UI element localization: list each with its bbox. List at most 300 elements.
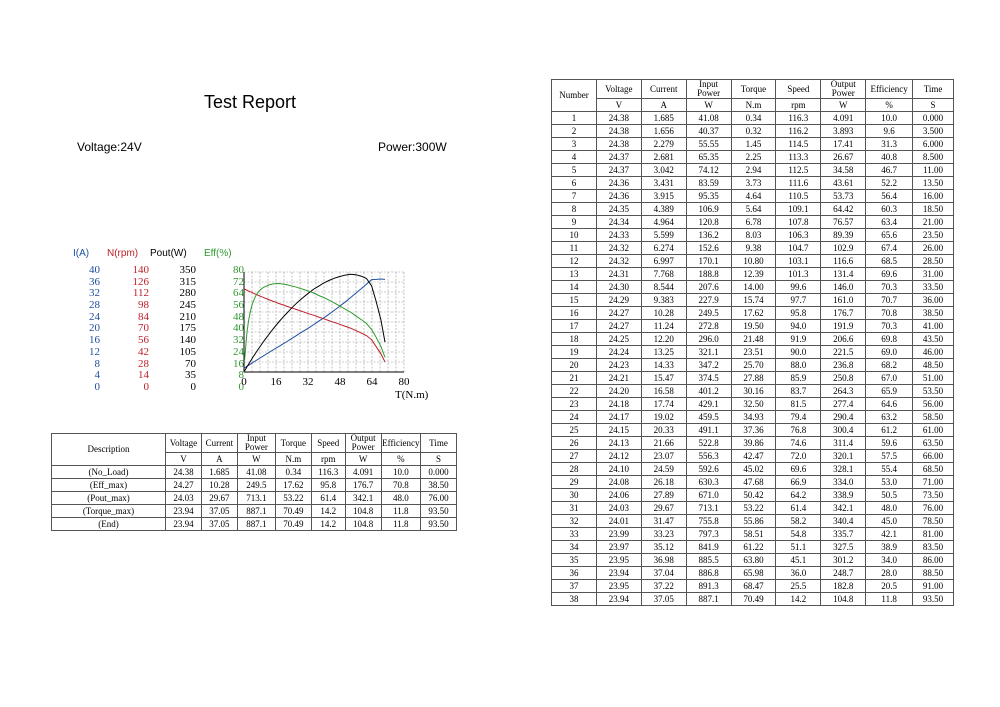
table-cell: 9.6: [866, 125, 913, 138]
table-cell: 24.38: [596, 112, 641, 125]
table-row: [552, 567, 954, 580]
table-cell: 64.42: [821, 203, 866, 216]
table-cell: 17: [552, 320, 597, 333]
table-cell: 26: [552, 437, 597, 450]
table-row: [552, 437, 954, 450]
table-cell: 9.38: [731, 242, 776, 255]
speed-axis-ticks: [115, 265, 149, 394]
table-cell: 36.98: [641, 554, 686, 567]
table-cell: 15: [552, 294, 597, 307]
header-voltage: Voltage: [166, 434, 202, 453]
summary-unit-cell: rpm: [311, 453, 345, 466]
table-cell: 5.599: [641, 229, 686, 242]
table-cell: 13: [552, 268, 597, 281]
table-cell: 191.9: [821, 320, 866, 333]
torque-tick: 48: [334, 376, 346, 388]
table-row: [552, 528, 954, 541]
table-cell: 101.3: [776, 268, 821, 281]
table-cell: 68.47: [731, 580, 776, 593]
speed-tick: 0: [143, 380, 149, 393]
current-tick: 12: [89, 345, 100, 358]
power-label: Power:300W: [378, 140, 447, 154]
speed-tick: 84: [138, 310, 149, 323]
table-cell: 24.36: [596, 177, 641, 190]
table-cell: 65.6: [866, 229, 913, 242]
table-cell: 31.47: [641, 515, 686, 528]
table-cell: 18: [552, 333, 597, 346]
table-cell: 6.000: [913, 138, 954, 151]
table-cell: 93.50: [421, 518, 457, 531]
eff-tick: 24: [233, 345, 244, 358]
table-cell: 207.6: [686, 281, 731, 294]
table-cell: 69.6: [776, 463, 821, 476]
table-cell: 6.997: [641, 255, 686, 268]
table-cell: 20: [552, 359, 597, 372]
main-unit-cell: %: [866, 99, 913, 112]
table-row: [552, 346, 954, 359]
table-cell: 60.3: [866, 203, 913, 216]
table-cell: 334.0: [821, 476, 866, 489]
table-cell: 37: [552, 580, 597, 593]
table-cell: 53.22: [275, 492, 311, 505]
summary-unit-cell: %: [381, 453, 420, 466]
table-cell: 24.06: [596, 489, 641, 502]
table-cell: 50.42: [731, 489, 776, 502]
table-cell: 76.8: [776, 424, 821, 437]
table-cell: 24.13: [596, 437, 641, 450]
table-cell: 12.20: [641, 333, 686, 346]
summary-unit-cell: V: [166, 453, 202, 466]
table-cell: 68.50: [913, 463, 954, 476]
eff-tick: 16: [233, 357, 244, 370]
table-cell: 17.62: [275, 479, 311, 492]
table-cell: 113.3: [776, 151, 821, 164]
table-cell: 36.0: [776, 567, 821, 580]
table-cell: 43.50: [913, 333, 954, 346]
table-row: [552, 333, 954, 346]
table-cell: 30: [552, 489, 597, 502]
table-cell: 347.2: [686, 359, 731, 372]
table-cell: 338.9: [821, 489, 866, 502]
table-cell: 4.091: [345, 466, 381, 479]
table-cell: 131.4: [821, 268, 866, 281]
table-cell: 58.2: [776, 515, 821, 528]
table-cell: 342.1: [821, 502, 866, 515]
table-cell: 182.8: [821, 580, 866, 593]
speed-tick: 140: [132, 264, 149, 276]
table-row: [552, 203, 954, 216]
table-row: [552, 502, 954, 515]
current-tick: 8: [94, 357, 100, 370]
header-current: Current: [641, 80, 686, 99]
table-cell: 11.8: [381, 505, 420, 518]
table-cell: 37.05: [641, 593, 686, 606]
table-cell: 17.74: [641, 398, 686, 411]
table-cell: 42.1: [866, 528, 913, 541]
eff-tick: 72: [233, 275, 244, 288]
table-cell: 83.7: [776, 385, 821, 398]
main-units-row: [552, 99, 954, 112]
table-cell: 327.5: [821, 541, 866, 554]
table-cell: 27.88: [731, 372, 776, 385]
table-cell: 26.18: [641, 476, 686, 489]
table-cell: 24: [552, 411, 597, 424]
table-cell: 8.544: [641, 281, 686, 294]
table-cell: 56.4: [866, 190, 913, 203]
table-row: [552, 177, 954, 190]
table-cell: 104.8: [821, 593, 866, 606]
table-cell: 53.50: [913, 385, 954, 398]
table-cell: 23.07: [641, 450, 686, 463]
table-cell: 24.32: [596, 255, 641, 268]
table-cell: 24.20: [596, 385, 641, 398]
table-cell: 106.9: [686, 203, 731, 216]
table-cell: 38.50: [913, 307, 954, 320]
torque-tick: 80: [398, 376, 410, 388]
table-cell: 3: [552, 138, 597, 151]
table-cell: 8: [552, 203, 597, 216]
table-row: [552, 138, 954, 151]
table-cell: 24.33: [596, 229, 641, 242]
table-cell: 31.00: [913, 268, 954, 281]
pout-axis-label: Pout(W): [150, 248, 187, 259]
table-cell: 104.8: [345, 505, 381, 518]
table-cell: 37.36: [731, 424, 776, 437]
table-cell: 176.7: [345, 479, 381, 492]
table-row: [552, 294, 954, 307]
table-cell: 120.8: [686, 216, 731, 229]
table-cell: 33.50: [913, 281, 954, 294]
table-cell: 1.656: [641, 125, 686, 138]
table-cell: 23.99: [596, 528, 641, 541]
table-cell: 35: [552, 554, 597, 567]
table-cell: 103.1: [776, 255, 821, 268]
table-cell: 0.34: [731, 112, 776, 125]
table-cell: 39.86: [731, 437, 776, 450]
table-cell: 46.7: [866, 164, 913, 177]
table-cell: 250.8: [821, 372, 866, 385]
header-speed: Speed: [776, 80, 821, 99]
table-cell: 33: [552, 528, 597, 541]
table-cell: 70.3: [866, 320, 913, 333]
table-cell: 48.0: [381, 492, 420, 505]
table-cell: 28.0: [866, 567, 913, 580]
current-tick: 40: [89, 264, 100, 276]
table-cell: 797.3: [686, 528, 731, 541]
table-cell: 12.39: [731, 268, 776, 281]
table-cell: 95.8: [776, 307, 821, 320]
table-cell: 8.500: [913, 151, 954, 164]
table-cell: 328.1: [821, 463, 866, 476]
table-cell: 67.0: [866, 372, 913, 385]
summary-unit-cell: W: [237, 453, 275, 466]
table-cell: 28.50: [913, 255, 954, 268]
table-cell: 93.50: [421, 505, 457, 518]
table-cell: 69.6: [866, 268, 913, 281]
table-cell: 5: [552, 164, 597, 177]
current-tick: 24: [89, 310, 100, 323]
speed-tick: 42: [138, 345, 149, 358]
speed-tick: 14: [138, 369, 149, 382]
table-row: [552, 463, 954, 476]
speed-tick: 56: [138, 334, 149, 347]
table-cell: 4: [552, 151, 597, 164]
table-row: [552, 359, 954, 372]
table-cell: 38.50: [421, 479, 457, 492]
table-cell: 93.50: [913, 593, 954, 606]
table-cell: 94.0: [776, 320, 821, 333]
table-cell: 1.685: [201, 466, 237, 479]
table-cell: 29.67: [641, 502, 686, 515]
table-cell: 10.28: [201, 479, 237, 492]
table-row: [552, 268, 954, 281]
summary-table: [51, 433, 457, 531]
table-cell: 36.00: [913, 294, 954, 307]
table-cell: 35.12: [641, 541, 686, 554]
table-cell: 24.15: [596, 424, 641, 437]
table-cell: 29.67: [201, 492, 237, 505]
table-cell: 89.39: [821, 229, 866, 242]
table-cell: 76.00: [421, 492, 457, 505]
table-cell: 41.00: [913, 320, 954, 333]
table-cell: 34.93: [731, 411, 776, 424]
table-cell: 14: [552, 281, 597, 294]
table-cell: 713.1: [237, 492, 275, 505]
table-cell: 116.2: [776, 125, 821, 138]
table-cell: 4.389: [641, 203, 686, 216]
header-torque: Torque: [731, 80, 776, 99]
table-cell: 88.50: [913, 567, 954, 580]
table-cell: 321.1: [686, 346, 731, 359]
table-cell: 16: [552, 307, 597, 320]
table-cell: 53.22: [731, 502, 776, 515]
table-row: [552, 307, 954, 320]
table-cell: 48.50: [913, 359, 954, 372]
table-cell: 6.274: [641, 242, 686, 255]
table-cell: 33.23: [641, 528, 686, 541]
table-cell: 58.50: [913, 411, 954, 424]
current-tick: 32: [89, 287, 100, 300]
table-cell: 429.1: [686, 398, 731, 411]
pout-tick: 350: [179, 264, 196, 276]
table-cell: 97.7: [776, 294, 821, 307]
table-cell: 24.08: [596, 476, 641, 489]
eff-tick: 48: [233, 310, 244, 323]
summary-row: [52, 518, 457, 531]
table-cell: 841.9: [686, 541, 731, 554]
table-cell: 24.30: [596, 281, 641, 294]
table-cell: 18.50: [913, 203, 954, 216]
table-row: [552, 151, 954, 164]
table-cell: 32.50: [731, 398, 776, 411]
table-cell: 41.08: [686, 112, 731, 125]
table-row: [552, 125, 954, 138]
current-tick: 16: [89, 334, 100, 347]
summary-unit-cell: N.m: [275, 453, 311, 466]
table-row: [552, 450, 954, 463]
table-cell: 10: [552, 229, 597, 242]
table-cell: 30.16: [731, 385, 776, 398]
header-number: Number: [552, 80, 597, 112]
table-cell: 630.3: [686, 476, 731, 489]
torque-tick: 0: [241, 376, 247, 388]
current-tick: 36: [89, 275, 100, 288]
table-cell: 104.8: [345, 518, 381, 531]
table-cell: 31: [552, 502, 597, 515]
table-cell: 4.964: [641, 216, 686, 229]
table-cell: 1: [552, 112, 597, 125]
table-cell: 16.58: [641, 385, 686, 398]
table-row: [552, 164, 954, 177]
speed-axis-label: N(rpm): [107, 248, 139, 259]
table-cell: 42.47: [731, 450, 776, 463]
table-cell: 15.74: [731, 294, 776, 307]
table-cell: 21.00: [913, 216, 954, 229]
table-cell: 54.8: [776, 528, 821, 541]
header-speed: Speed: [311, 434, 345, 453]
voltage-label: Voltage:24V: [77, 140, 142, 154]
table-cell: 3.042: [641, 164, 686, 177]
table-cell: 52.2: [866, 177, 913, 190]
table-cell: 27.89: [641, 489, 686, 502]
current-tick: 20: [89, 322, 100, 335]
table-cell: 25: [552, 424, 597, 437]
header-input-power: Input Power: [237, 434, 275, 453]
table-cell: 13.25: [641, 346, 686, 359]
table-cell: 14.2: [311, 518, 345, 531]
table-row: [552, 255, 954, 268]
table-cell: 85.9: [776, 372, 821, 385]
table-cell: 19.02: [641, 411, 686, 424]
header-output-power: Output Power: [345, 434, 381, 453]
table-cell: 109.1: [776, 203, 821, 216]
header-voltage: Voltage: [596, 80, 641, 99]
table-cell: 23.94: [166, 505, 202, 518]
speed-tick: 70: [138, 322, 149, 335]
table-cell: 24.27: [596, 307, 641, 320]
eff-tick: 40: [233, 322, 244, 335]
table-cell: 61.4: [311, 492, 345, 505]
table-cell: 112.5: [776, 164, 821, 177]
table-cell: 50.5: [866, 489, 913, 502]
current-axis-ticks: [80, 265, 100, 394]
table-cell: 24.18: [596, 398, 641, 411]
table-cell: (Pout_max): [52, 492, 166, 505]
table-cell: 79.4: [776, 411, 821, 424]
table-cell: 34: [552, 541, 597, 554]
table-cell: 9.383: [641, 294, 686, 307]
table-cell: 340.4: [821, 515, 866, 528]
table-cell: 227.9: [686, 294, 731, 307]
table-cell: 116.6: [821, 255, 866, 268]
table-cell: 249.5: [686, 307, 731, 320]
table-cell: 342.1: [345, 492, 381, 505]
table-cell: 6: [552, 177, 597, 190]
main-unit-cell: W: [821, 99, 866, 112]
table-cell: 2.25: [731, 151, 776, 164]
table-cell: 45.1: [776, 554, 821, 567]
table-cell: 23.94: [166, 518, 202, 531]
main-unit-cell: V: [596, 99, 641, 112]
report-title: Test Report: [204, 92, 297, 112]
table-cell: 491.1: [686, 424, 731, 437]
measurement-table: [551, 79, 954, 606]
table-row: [552, 476, 954, 489]
table-cell: 21: [552, 372, 597, 385]
table-cell: 66.00: [913, 450, 954, 463]
header-efficiency: Efficiency: [381, 434, 420, 453]
table-cell: 69.0: [866, 346, 913, 359]
table-cell: 16.00: [913, 190, 954, 203]
current-tick: 0: [94, 380, 100, 393]
table-cell: 71.00: [913, 476, 954, 489]
table-cell: 41.08: [237, 466, 275, 479]
table-cell: 19.50: [731, 320, 776, 333]
speed-tick: 98: [138, 299, 149, 312]
table-cell: 320.1: [821, 450, 866, 463]
table-cell: 7: [552, 190, 597, 203]
table-cell: 102.9: [821, 242, 866, 255]
table-cell: 46.00: [913, 346, 954, 359]
table-cell: 17.62: [731, 307, 776, 320]
table-cell: 25.70: [731, 359, 776, 372]
table-cell: 61.00: [913, 424, 954, 437]
summary-row: [52, 466, 457, 479]
table-cell: 76.00: [913, 502, 954, 515]
table-cell: 11: [552, 242, 597, 255]
table-cell: 65.9: [866, 385, 913, 398]
table-cell: 65.35: [686, 151, 731, 164]
torque-tick: 32: [302, 376, 314, 388]
table-cell: 70.8: [866, 307, 913, 320]
table-cell: 24.24: [596, 346, 641, 359]
table-cell: 99.6: [776, 281, 821, 294]
table-row: [552, 398, 954, 411]
table-row: [552, 411, 954, 424]
table-cell: 5.64: [731, 203, 776, 216]
table-cell: 264.3: [821, 385, 866, 398]
table-cell: 73.50: [913, 489, 954, 502]
table-cell: 14.2: [311, 505, 345, 518]
table-cell: 67.4: [866, 242, 913, 255]
table-cell: 90.0: [776, 346, 821, 359]
table-cell: 7.768: [641, 268, 686, 281]
torque-axis-label: T(N.m): [395, 389, 429, 401]
table-row: [552, 385, 954, 398]
speed-tick: 112: [132, 287, 149, 300]
table-cell: 116.3: [776, 112, 821, 125]
pout-tick: 210: [179, 310, 196, 323]
table-row: [552, 580, 954, 593]
table-cell: 24.03: [166, 492, 202, 505]
table-cell: 24.38: [166, 466, 202, 479]
table-cell: 3.500: [913, 125, 954, 138]
table-cell: 296.0: [686, 333, 731, 346]
table-cell: 176.7: [821, 307, 866, 320]
table-cell: 76.57: [821, 216, 866, 229]
summary-unit-cell: S: [421, 453, 457, 466]
table-cell: 23.94: [596, 593, 641, 606]
table-cell: 114.5: [776, 138, 821, 151]
table-cell: 23.51: [731, 346, 776, 359]
eff-tick: 56: [233, 299, 244, 312]
table-cell: 81.5: [776, 398, 821, 411]
table-cell: 70.7: [866, 294, 913, 307]
current-series-line: [245, 279, 385, 368]
eff-tick: 80: [233, 264, 244, 276]
pout-tick: 280: [179, 287, 196, 300]
table-cell: 24.25: [596, 333, 641, 346]
